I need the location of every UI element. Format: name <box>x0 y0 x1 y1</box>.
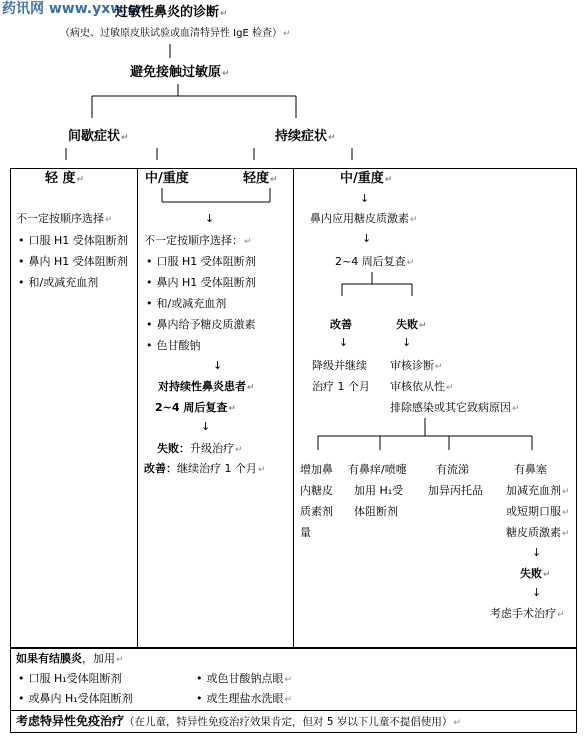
col1-item: • 口服 H1 受体阻断剂 <box>18 234 128 248</box>
col2-heading-mild: 轻度↵ <box>243 171 278 186</box>
branch-persistent: 持续症状↵ <box>275 129 336 144</box>
col3-sub3: 加异丙托品 <box>428 484 483 497</box>
col3-sub3: 有流涕 <box>436 463 469 476</box>
col3-fail: 失败↵ <box>396 318 427 331</box>
col3-fail-line: 排除感染或其它致病原因↵ <box>390 401 520 414</box>
col3-sub4: 加减充血剂↵ <box>506 484 570 497</box>
col3-improve: 改善 <box>330 318 352 331</box>
col3-recheck: 2~4 周后复查↵ <box>335 255 415 268</box>
col2-recheck: 2~4 周后复查↵ <box>155 401 236 414</box>
col1-item: • 鼻内 H1 受体阻断剂 <box>18 255 128 269</box>
down-arrow-icon: ↓ <box>362 232 372 245</box>
col3-fail-line: 审核依从性↵ <box>390 380 454 393</box>
col2-persist-note: 对持续性鼻炎患者↵ <box>158 380 255 393</box>
diagnosis-subtitle: （病史、过敏原皮肤试验或血清特异性 IgE 检查）↵ <box>60 28 291 39</box>
col3-fail-line: 审核诊断↵ <box>390 359 443 372</box>
col2-intro: 不一定按顺序选择：↵ <box>144 234 252 247</box>
col3-heading: 中/重度↵ <box>340 171 393 186</box>
down-arrow-icon: ↓ <box>205 212 215 225</box>
col2-heading-moderate: 中/重度 <box>145 171 189 186</box>
branch-intermittent: 间歇症状↵ <box>68 129 129 144</box>
col2-fail: 失败：升级治疗↵ <box>157 442 243 455</box>
col3-sub4: 有鼻塞 <box>514 463 547 476</box>
col3-fail2: 失败↵ <box>520 567 551 580</box>
col3-sub2: 加用 H₁受 <box>354 484 404 497</box>
col3-improve-line: 治疗 1 个月 <box>312 380 370 393</box>
col2-item: • 和/或减充血剂 <box>146 297 226 311</box>
col3-improve-line: 降级并继续 <box>312 359 367 372</box>
conj-item: • 口服 H₁受体阻断剂 <box>18 672 122 686</box>
watermark: 药讯网 www.yxw.cn <box>2 1 146 17</box>
down-arrow-icon: ↓ <box>532 546 542 559</box>
col3-sub4: 糖皮质激素↵ <box>506 526 570 539</box>
conj-item: • 或鼻内 H₁受体阻断剂 <box>18 692 133 706</box>
col2-item: • 鼻内给予糖皮质激素 <box>146 318 256 332</box>
col3-sub4: 或短期口服↵ <box>506 505 570 518</box>
col3-sub1: 内糖皮 <box>300 484 333 497</box>
col3-surgery: 考虑手术治疗↵ <box>490 607 565 620</box>
col2-item: • 口服 H1 受体阻断剂 <box>146 255 256 269</box>
col3-sub2: 有鼻痒/喷嚏 <box>348 463 407 476</box>
diagnosis-title: 过敏性鼻炎的诊断↵ <box>115 5 228 20</box>
col1-intro: 不一定按顺序选择↵ <box>16 212 113 225</box>
down-arrow-icon: ↓ <box>360 192 370 205</box>
col1-item: • 和/或减充血剂 <box>18 276 98 290</box>
down-arrow-icon: ↓ <box>201 420 211 433</box>
col1-heading: 轻 度↵ <box>45 171 85 186</box>
col3-step1: 鼻内应用糖皮质激素↵ <box>310 212 418 225</box>
conj-item: • 或生理盐水洗眼↵ <box>196 692 292 707</box>
down-arrow-icon: ↓ <box>402 336 412 349</box>
col3-sub1: 量 <box>300 526 311 539</box>
col2-item: • 鼻内 H1 受体阻断剂 <box>146 276 256 290</box>
conj-item: • 或色甘酸钠点眼↵ <box>196 672 292 687</box>
col3-sub1: 质素剂 <box>300 505 333 518</box>
col2-improve: 改善：继续治疗 1 个月↵ <box>144 462 266 475</box>
col2-item: • 色甘酸钠 <box>146 339 201 353</box>
col3-sub1: 增加鼻 <box>300 463 333 476</box>
col3-sub2: 体阻断剂 <box>354 505 398 518</box>
down-arrow-icon: ↓ <box>532 586 542 599</box>
down-arrow-icon: ↓ <box>213 359 223 372</box>
immunotherapy-note: 考虑特异性免疫治疗（在儿童，特异性免疫治疗效果肯定，但对 5 岁以下儿童不提倡使用）↵ <box>16 714 461 728</box>
conj-heading: 如果有结膜炎，加用↵ <box>16 652 124 665</box>
avoid-allergen: 避免接触过敏原↵ <box>130 65 230 80</box>
down-arrow-icon: ↓ <box>339 336 349 349</box>
